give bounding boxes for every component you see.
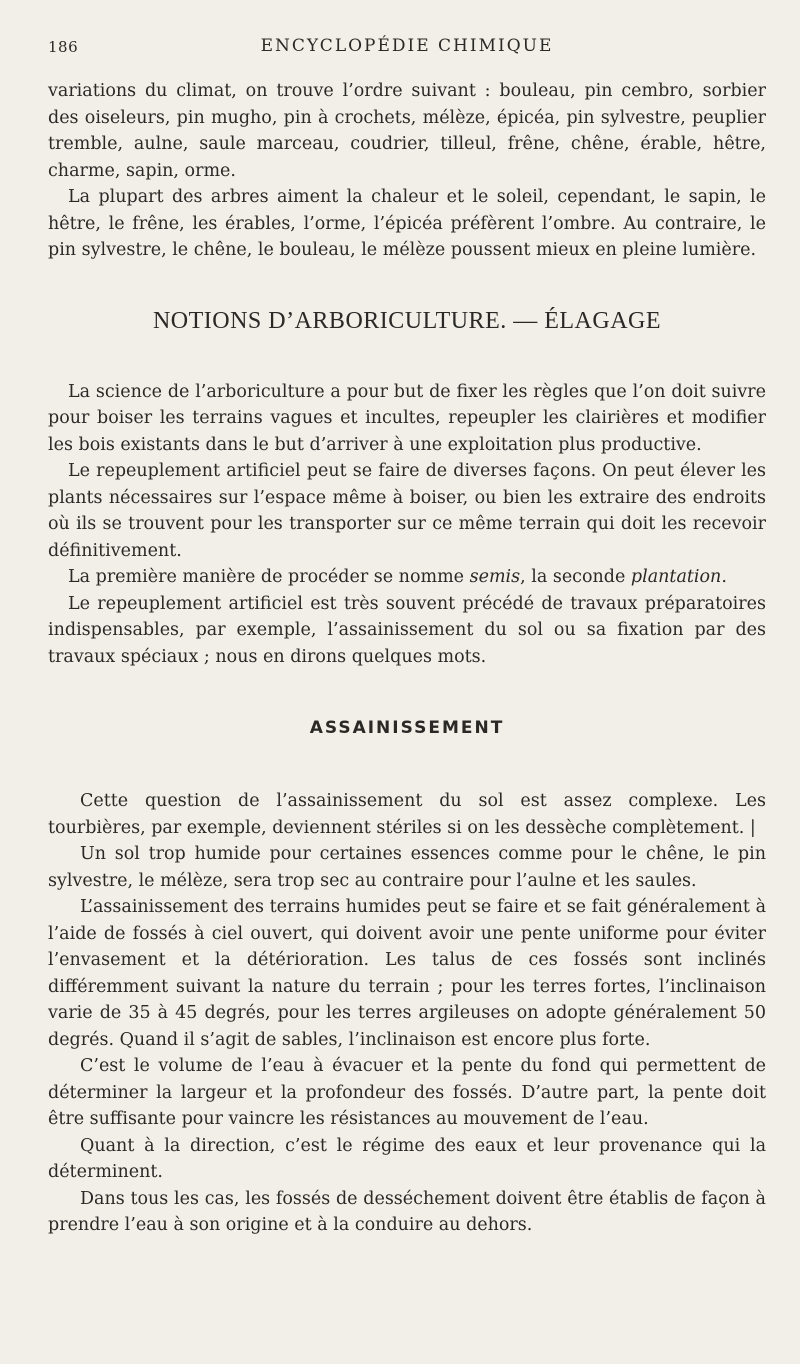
paragraph: Le repeuplement artificiel est très souvent précédé de travaux préparatoires indispensables, par exemple, l’assainissement du sol ou sa fixation par des travaux spéciaux ; nous en dirons quelques mots. — [48, 593, 766, 667]
paragraph: variations du climat, on trouve l’ordre suivant : bouleau, pin cembro, sorbier des oiseleurs, pin mugho, pin à crochets, mélèze, épicéa, pin sylvestre, peuplier tremble, aulne, saule marceau, coudrier, tilleul, frêne, chêne, érable, hêtre, charme, sapin, orme. — [48, 81, 766, 181]
text-run: . — [721, 567, 727, 587]
paragraph: C’est le volume de l’eau à évacuer et la pente du fond qui permettent de déterminer la largeur et la profondeur des fossés. D’autre part, la pente doit être suffisante pour vaincre les résistances au mouvement de l’eau. — [48, 1056, 766, 1129]
emphasis-semis: semis — [469, 567, 521, 587]
section-title: NOTIONS D’ARBORICULTURE. — ÉLAGAGE — [152, 307, 662, 334]
paragraph: Un sol trop humide pour certaines essences comme pour le chêne, le pin sylvestre, le mélèze, sera trop sec au contraire pour l’aulne et les saules. — [48, 844, 766, 891]
paragraph — [48, 564, 766, 591]
paragraph: La science de l’arboriculture a pour but de fixer les règles que l’on doit suivre pour boiser les terrains vagues et incultes, repeupler les clairières et modifier les bois existants dans le but d’arriver à une exploitation plus productive. — [48, 381, 766, 455]
paragraph: L’assainissement des terrains humides peut se faire et se fait généralement à l’aide de fossés à ciel ouvert, qui doivent avoir une pente uniforme pour éviter l’envasement et la détérioration. Les talus de ces fossés sont inclinés différemment suivant la nature du terrain ; pour les terres fortes, l’inclinaison varie de 35 à 45 degrés, pour les terres argileuses on adopte généralement 50 degrés. Quand il s’agit de sables, l’inclinaison est encore plus forte. — [48, 897, 766, 1050]
paragraph: Dans tous les cas, les fossés de desséchement doivent être établis de façon à prendre l’eau à son origine et à la conduire au dehors. — [48, 1188, 766, 1235]
paragraph: La plupart des arbres aiment la chaleur et le soleil, cependant, le sapin, le hêtre, le frêne, les érables, l’orme, l’épicéa préfèrent l’ombre. Au contraire, le pin sylvestre, le chêne, le bouleau, le mélèze poussent mieux en pleine lumière. — [48, 187, 766, 260]
subsection-title: ASSAINISSEMENT — [309, 718, 505, 738]
paragraph: Cette question de l’assainissement du sol est assez complexe. Les tourbières, par exemple, deviennent stériles si on les dessèche complètement. | — [48, 791, 766, 838]
text-run: La première manière de procéder se nomme — [68, 567, 470, 587]
text-run: , la seconde — [520, 567, 631, 587]
page-number: 186 — [48, 38, 79, 56]
emphasis-plantation: plantation — [630, 567, 722, 587]
paragraph: Quant à la direction, c’est le régime des eaux et leur provenance qui la déterminent. — [48, 1135, 766, 1182]
paragraph: Le repeuplement artificiel peut se faire de diverses façons. On peut élever les plants nécessaires sur l’espace même à boiser, ou bien les extraire des endroits où ils se trouvent pour les transporter sur ce même terrain qui doit les recevoir définitivement. — [48, 461, 766, 561]
page-header — [48, 34, 766, 64]
running-title: ENCYCLOPÉDIE CHIMIQUE — [260, 36, 554, 56]
